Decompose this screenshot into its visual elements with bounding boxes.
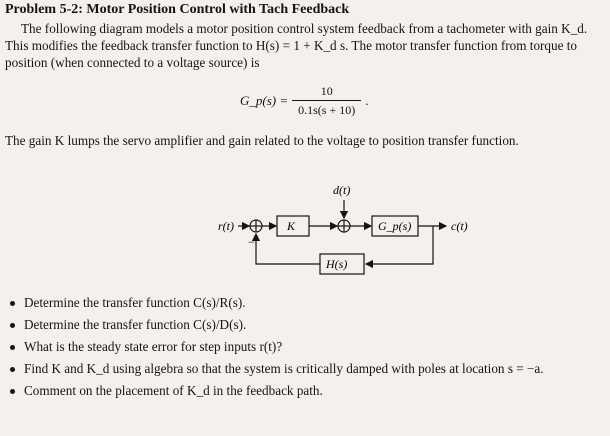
list-item xyxy=(8,380,608,402)
formula-lhs: G_p(s) = xyxy=(240,93,289,108)
plant-label: G_p(s) xyxy=(378,219,412,233)
gain-paragraph: The gain K lumps the servo amplifier and gain related to the voltage to position transfer function. xyxy=(5,133,519,148)
summing-junction-1 xyxy=(250,220,262,232)
bullet-icon xyxy=(10,389,15,394)
input-label: r(t) xyxy=(218,219,234,233)
list-item xyxy=(8,314,608,336)
formula-numerator: 10 xyxy=(320,84,333,98)
question-list xyxy=(8,292,608,402)
bullet-icon xyxy=(10,367,15,372)
controller-label: K xyxy=(287,219,296,233)
plant-transfer-function xyxy=(240,84,369,118)
feedback-path-left xyxy=(256,234,320,264)
disturbance-label: d(t) xyxy=(333,183,351,197)
summing-junction-2 xyxy=(338,220,350,232)
bullet-icon xyxy=(10,301,15,306)
bullet-icon xyxy=(10,345,15,350)
question-text: Determine the transfer function C(s)/D(s). xyxy=(24,317,247,332)
list-item xyxy=(8,358,608,380)
summing-minus-sign: − xyxy=(248,235,255,249)
problem-title: Problem 5-2: Motor Position Control with Tach Feedback xyxy=(5,2,350,17)
question-text: Find K and K_d using algebra so that the system is critically damped with poles at location s = −a. xyxy=(24,361,544,376)
feedback-label: H(s) xyxy=(326,257,348,271)
question-text: Comment on the placement of K_d in the feedback path. xyxy=(24,383,323,398)
question-text: Determine the transfer function C(s)/R(s). xyxy=(24,295,246,310)
question-text: What is the steady state error for step inputs r(t)? xyxy=(24,339,283,354)
output-label: c(t) xyxy=(451,219,468,233)
list-item xyxy=(8,336,608,358)
formula-fraction xyxy=(292,84,361,118)
formula-trailing: . xyxy=(365,93,369,108)
intro-paragraph: The following diagram models a motor position control system feedback from a tachometer with gain K_d. This modifies the feedback transfer function to H(s) = 1 + K_d s. The motor transfer function from torque to position (when connected to a voltage source) is xyxy=(5,21,588,70)
list-item xyxy=(8,292,608,314)
block-diagram xyxy=(0,180,610,280)
bullet-icon xyxy=(10,323,15,328)
formula-denominator: 0.1s(s + 10) xyxy=(292,100,361,118)
